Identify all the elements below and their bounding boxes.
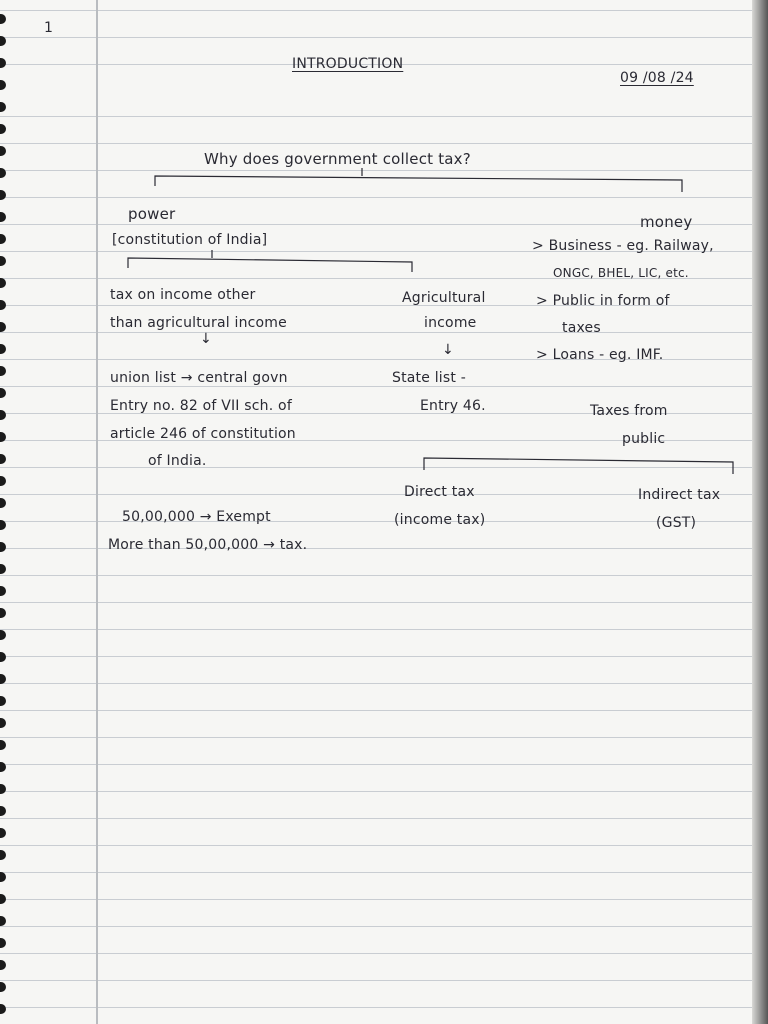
page-number: 1 (44, 20, 54, 36)
exempt-limit: 50,00,000 → Exempt (122, 509, 271, 525)
public-bracket (424, 458, 733, 474)
source-public-taxes: taxes (562, 320, 601, 336)
state-list: State list - (392, 370, 466, 386)
source-business: > Business - eg. Railway, (532, 238, 714, 254)
public-label: public (622, 431, 666, 447)
taxes-from: Taxes from (590, 403, 668, 419)
down-arrow: ↓ (200, 331, 212, 347)
of-india: of India. (148, 453, 207, 469)
indirect-tax: Indirect tax (638, 487, 721, 503)
agricultural-line-2: income (424, 315, 477, 331)
page-title: INTRODUCTION (292, 56, 404, 72)
agricultural-line-1: Agricultural (402, 290, 486, 306)
power-bracket (128, 258, 412, 272)
money-heading: money (640, 213, 693, 231)
union-list: union list → central govn (110, 370, 288, 386)
income-tax-line-1: tax on income other (110, 287, 256, 303)
constitution-label: [constitution of India] (112, 232, 268, 248)
date: 09 /08 /24 (620, 70, 694, 86)
direct-tax: Direct tax (404, 484, 475, 500)
entry-82: Entry no. 82 of VII sch. of (110, 398, 292, 414)
entry-46: Entry 46. (420, 398, 486, 414)
top-bracket (155, 176, 682, 192)
article-246: article 246 of constitution (110, 426, 296, 442)
source-public: > Public in form of (536, 293, 670, 309)
taxable-limit: More than 50,00,000 → tax. (108, 537, 308, 553)
indirect-tax-example: (GST) (656, 515, 697, 531)
income-tax-line-2: than agricultural income (110, 315, 287, 331)
main-question: Why does government collect tax? (204, 150, 471, 168)
source-loans: > Loans - eg. IMF. (536, 347, 664, 363)
page-edge (752, 0, 768, 1024)
down-arrow: ↓ (442, 342, 454, 358)
source-business-examples: ONGC, BHEL, LIC, etc. (553, 266, 689, 280)
power-heading: power (128, 205, 176, 223)
direct-tax-example: (income tax) (394, 512, 486, 528)
